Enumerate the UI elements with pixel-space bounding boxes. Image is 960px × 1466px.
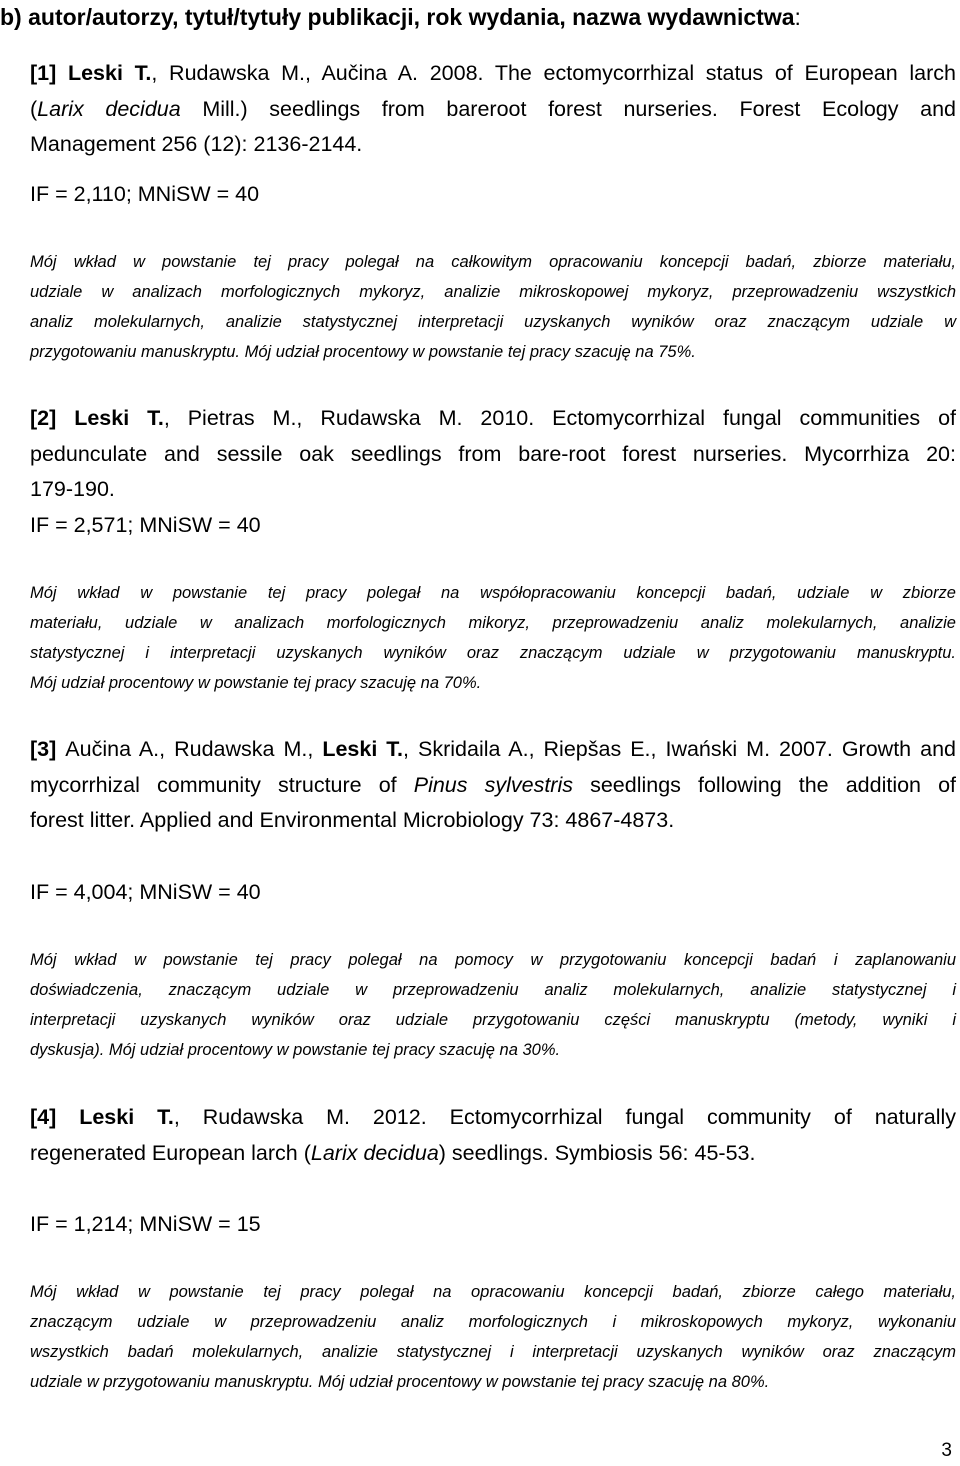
contribution-line: doświadczenia, znaczącym udziale w przeprowadzeniu analiz molekularnych, analizie statystycznej i: [30, 981, 956, 999]
reference-2-line-2: [30, 437, 956, 473]
ref-number: [2]: [30, 406, 75, 430]
ref-text: pedunculate and sessile oak seedlings from bare-root forest nurseries. Mycorrhiza 20:: [30, 441, 956, 466]
reference-4-line-2: [30, 1136, 956, 1172]
contribution-line: udziale w przygotowaniu manuskryptu. Mój udział procentowy w powstanie tej pracy szacuję na 80%.: [30, 1373, 770, 1391]
ref-text: mycorrhizal community structure of: [30, 772, 414, 797]
contribution-3: [30, 945, 956, 1065]
ref-text: Mill.) seedlings from bareroot forest nurseries. Forest Ecology and: [180, 96, 956, 121]
reference-1-line-3: [30, 127, 956, 163]
author-highlight: Leski T.: [74, 406, 164, 430]
contribution-line: materiału, udziale w analizach morfologicznych mikoryz, przeprowadzeniu analiz molekularnych, analizie: [30, 614, 956, 632]
impact-factor-2: IF = 2,571; MNiSW = 40: [30, 513, 261, 537]
reference-1-line-2: [30, 92, 956, 128]
author-highlight: Leski T.: [79, 1105, 174, 1129]
ref-text: Management 256 (12): 2136-2144.: [30, 132, 363, 156]
ref-text: , Skridaila A., Riepšas E., Iwański M. 2007. Growth and: [403, 737, 956, 761]
reference-2-line-3: [30, 472, 956, 508]
impact-factor-3: IF = 4,004; MNiSW = 40: [30, 880, 261, 904]
contribution-line: dyskusja). Mój udział procentowy w powstanie tej pracy szacuję na 30%.: [30, 1041, 561, 1059]
reference-4-line-1: [30, 1100, 956, 1136]
species-name: Larix decidua: [37, 96, 181, 121]
impact-factor-1: IF = 2,110; MNiSW = 40: [30, 182, 260, 206]
contribution-line: znaczącym udziale w przeprowadzeniu analiz morfologicznych i mikroskopowych mykoryz, wykonaniu: [30, 1313, 956, 1331]
ref-number: [1]: [30, 61, 68, 85]
ref-number: [4]: [30, 1105, 80, 1129]
ref-text: , Rudawska M. 2012. Ectomycorrhizal fungal community of naturally: [173, 1105, 956, 1129]
reference-3-line-1: [30, 732, 956, 768]
contribution-line: Mój wkład w powstanie tej pracy polegał na całkowitym opracowaniu koncepcji badań, zbiorze materiału,: [30, 253, 956, 271]
ref-text: ) seedlings. Symbiosis 56: 45-53.: [438, 1140, 756, 1165]
section-heading-colon: :: [794, 4, 801, 30]
reference-3-line-3: [30, 803, 956, 839]
ref-text: , Pietras M., Rudawska M. 2010. Ectomycorrhizal fungal communities of: [163, 406, 956, 430]
reference-2-line-1: [30, 401, 956, 437]
contribution-2: [30, 578, 956, 698]
reference-1-line-1: [30, 56, 956, 92]
ref-text: (: [30, 96, 38, 121]
ref-text: 179-190.: [30, 477, 115, 501]
ref-text: Aučina A., Rudawska M.,: [65, 737, 323, 761]
species-name: Larix decidua: [310, 1140, 439, 1165]
contribution-line: statystycznej i interpretacji uzyskanych wyników oraz znaczącym udziale w przygotowaniu manuskryptu.: [30, 644, 956, 662]
reference-1: [30, 56, 956, 163]
section-heading-text: b) autor/autorzy, tytuł/tytuły publikacji, rok wydania, nazwa wydawnictwa: [0, 4, 795, 30]
contribution-line: Mój wkład w powstanie tej pracy polegał na pomocy w przygotowaniu koncepcji badań i zaplanowaniu: [30, 951, 956, 969]
ref-text: regenerated European larch (: [30, 1140, 311, 1165]
reference-4: [30, 1100, 956, 1171]
author-highlight: Leski T.: [67, 61, 152, 85]
ref-text: forest litter. Applied and Environmental Microbiology 73: 4867-4873.: [30, 808, 675, 832]
contribution-line: interpretacji uzyskanych wyników oraz udziale przygotowaniu części manuskryptu (metody, wyniki i: [30, 1011, 956, 1029]
species-name: Pinus sylvestris: [413, 772, 573, 797]
reference-3-line-2: [30, 768, 956, 804]
author-highlight: Leski T.: [322, 737, 404, 761]
reference-2: [30, 401, 956, 508]
reference-3: [30, 732, 956, 839]
impact-factor-4: IF = 1,214; MNiSW = 15: [30, 1212, 261, 1236]
section-heading: [0, 2, 801, 32]
contribution-line: przygotowaniu manuskryptu. Mój udział procentowy w powstanie tej pracy szacuję na 75%.: [30, 343, 696, 361]
ref-text: , Rudawska M., Aučina A. 2008. The ectomycorrhizal status of European larch: [151, 61, 956, 85]
page-number: 3: [941, 1440, 952, 1461]
ref-number: [3]: [30, 737, 66, 761]
contribution-line: Mój wkład w powstanie tej pracy polegał na współopracowaniu koncepcji badań, udziale w zbiorze: [30, 584, 956, 602]
contribution-1: [30, 247, 956, 367]
contribution-line: Mój udział procentowy w powstanie tej pracy szacuję na 70%.: [30, 674, 482, 692]
contribution-line: analiz molekularnych, analizie statystycznej interpretacji uzyskanych wyników oraz znaczącym udziale w: [30, 313, 956, 331]
contribution-line: Mój wkład w powstanie tej pracy polegał na opracowaniu koncepcji badań, zbiorze całego materiału,: [30, 1283, 956, 1301]
contribution-4: [30, 1277, 956, 1397]
contribution-line: wszystkich badań molekularnych, analizie statystycznej i interpretacji uzyskanych wyników oraz znaczącym: [30, 1343, 956, 1361]
ref-text: seedlings following the addition of: [573, 772, 957, 797]
contribution-line: udziale w analizach morfologicznych mykoryz, analizie mikroskopowej mykoryz, przeprowadzeniu wszystkich: [30, 283, 956, 301]
